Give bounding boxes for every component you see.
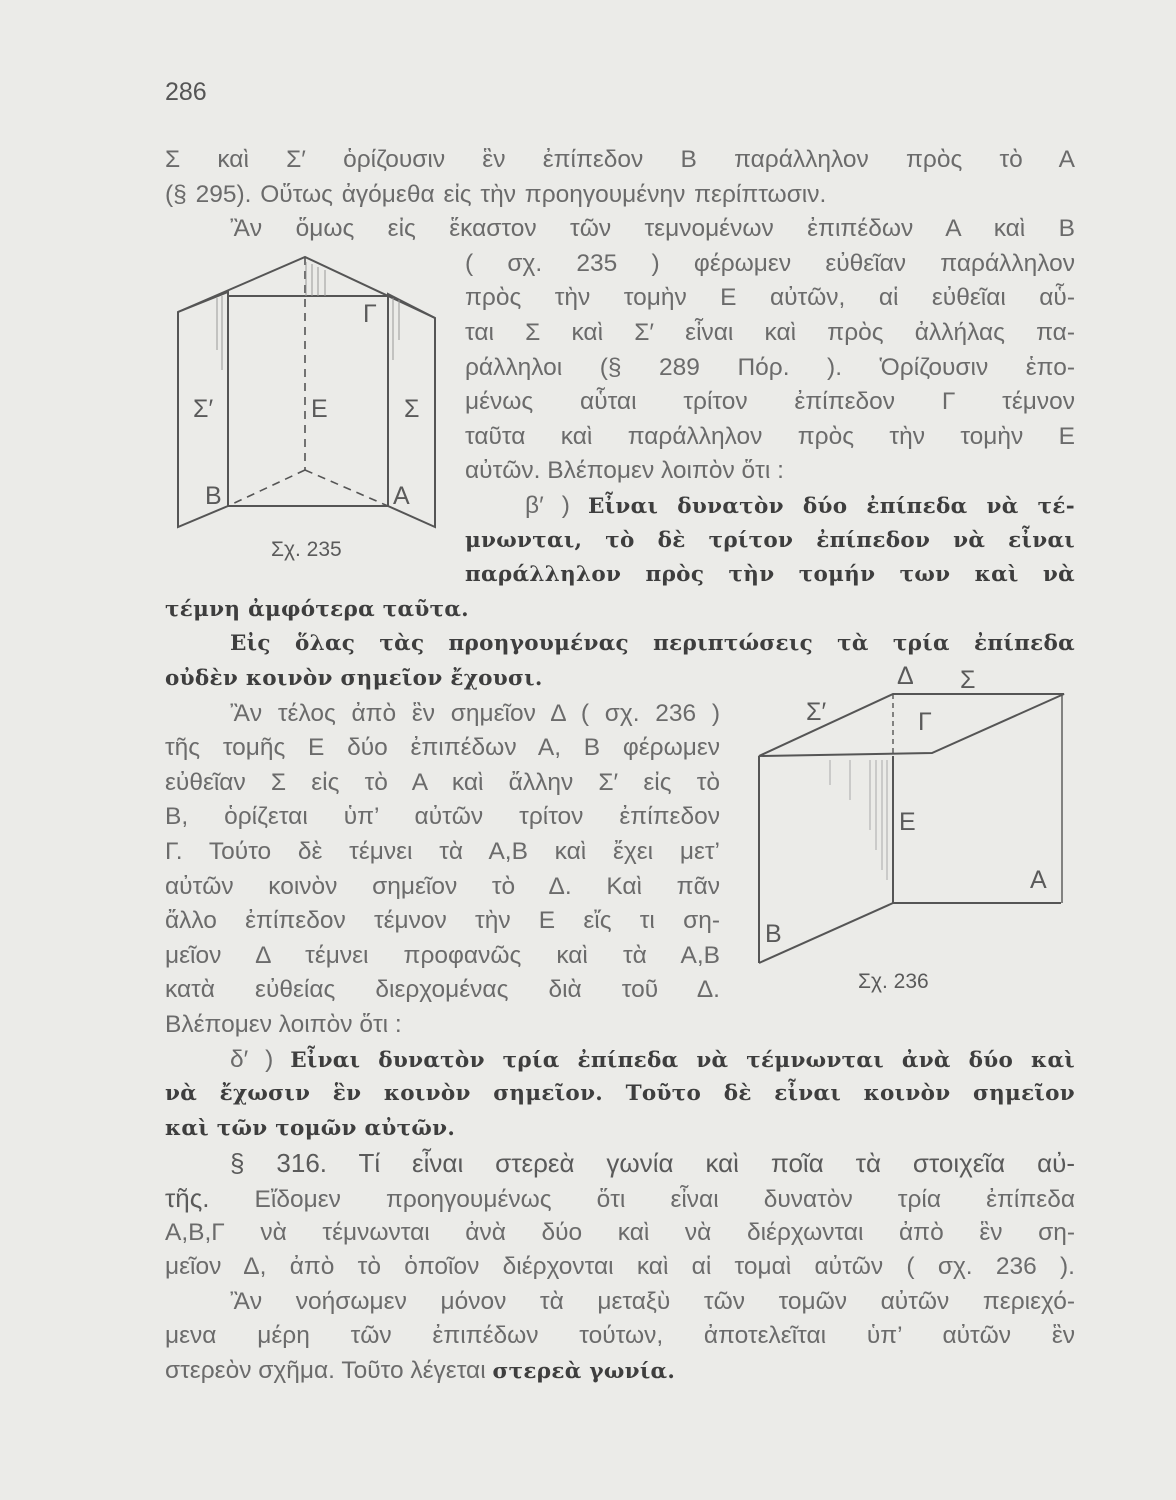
text: κατὰ εὐθείας διερχομένας διὰ τοῦ Δ. [165, 976, 720, 1003]
text: τῆς τομῆς Ε δύο ἐπιπέδων Α, Β φέρωμεν [165, 734, 720, 761]
text: ταῦτα καὶ παράλληλον πρὸς τὴν τομὴν Ε [465, 423, 1075, 450]
label-sigma-prime: Σ′ [806, 698, 827, 726]
text: Ἂν νοήσωμεν μόνον τὰ μεταξὺ τῶν τομῶν αὐτῶν περιεχό- [230, 1288, 1075, 1315]
bold-text: Εἰς ὅλας τὰς προηγουμένας περιπτώσεις τὰ τρία ἐπίπεδα [230, 631, 1075, 656]
label-alpha: Α [393, 482, 410, 510]
label-gamma: Γ [363, 300, 377, 328]
plane-gamma [759, 694, 1064, 756]
bold-text: παράλληλον πρὸς τὴν τομήν των καὶ νὰ [465, 562, 1075, 587]
text: εὐθεῖαν Σ εἰς τὸ Α καὶ ἄλλην Σ′ εἰς τὸ [165, 769, 720, 796]
bold-text: νὰ ἔχωσιν ἓν κοινὸν σημεῖον. Τοῦτο δὲ εἶναι κοινὸν σημεῖον [165, 1081, 1075, 1106]
text: Γ. Τούτο δὲ τέμνει τὰ Α,Β καὶ ἔχει μετ’ [165, 838, 720, 865]
label-sigma: Σ [404, 395, 420, 423]
text: στερεὸν σχῆμα. Τοῦτο λέγεται [165, 1357, 493, 1384]
text: Σ καὶ Σ′ ὁρίζουσιν ἓν ἐπίπεδον Β παράλληλον πρὸς τὸ Α [165, 146, 1075, 173]
text: μεῖον Δ, ἀπὸ τὸ ὁποῖον διέρχονται καὶ αἱ τομαὶ αὐτῶν ( σχ. 236 ). [165, 1253, 1075, 1280]
text: ράλληλοι (§ 289 Πόρ. ). Ὁρίζουσιν ἑπο- [465, 354, 1075, 381]
text: μεῖον Δ τέμνει προφανῶς καὶ τὰ Α,Β [165, 942, 720, 969]
bold-text: μνωνται, τὸ δὲ τρίτον ἐπίπεδον νὰ εἶναι [465, 528, 1075, 553]
text: μένως αὗται τρίτον ἐπίπεδον Γ τέμνον [465, 388, 1075, 415]
text: ται Σ καὶ Σ′ εἶναι καὶ πρὸς ἀλλήλας πα- [465, 319, 1075, 346]
bold-text: Εἶναι δυνατὸν δύο ἐπίπεδα νὰ τέ- [588, 494, 1075, 519]
label-sigma: Σ [960, 666, 976, 694]
text: (§ 295). Οὕτως ἀγόμεθα εἰς τὴν προηγουμένην περίπτωσιν. [165, 181, 827, 208]
label-epsilon: Ε [311, 395, 328, 423]
hatching [830, 760, 887, 880]
bold-text: οὐδὲν κοινὸν σημεῖον ἔχουσι. [165, 666, 543, 691]
heading-text: τῆς. [165, 1183, 210, 1213]
bold-text: Εἶναι δυνατὸν τρία ἐπίπεδα νὰ τέμνωνται ἀνὰ δύο καὶ [290, 1048, 1075, 1073]
text: ἄλλο ἐπίπεδον τέμνον τὴν Ε εἴς τι ση- [165, 907, 720, 934]
text: Β, ὁρίζεται ὑπ’ αὐτῶν τρίτον ἐπίπεδον [165, 803, 720, 830]
text: Ἂν τέλος ἀπὸ ἓν σημεῖον Δ ( σχ. 236 ) [230, 700, 720, 727]
label-beta: Β [205, 482, 222, 510]
text: αὐτῶν κοινὸν σημεῖον τὸ Δ. Καὶ πᾶν [165, 873, 720, 900]
bold-text: καὶ τῶν τομῶν αὐτῶν. [165, 1116, 456, 1141]
text: αὐτῶν. Βλέπομεν λοιπὸν ὅτι : [465, 457, 784, 484]
text: μενα μέρη τῶν ἐπιπέδων τούτων, ἀποτελεῖται ὑπ’ αὐτῶν ἓν [165, 1322, 1075, 1349]
text: ( σχ. 235 ) φέρωμεν εὐθεῖαν παράλληλον [465, 250, 1075, 277]
text: Βλέπομεν λοιπὸν ὅτι : [165, 1011, 402, 1038]
text: β′ ) [525, 492, 589, 519]
label-alpha: Α [1030, 866, 1047, 894]
text: Ἂν ὅμως εἰς ἕκαστον τῶν τεμνομένων ἐπιπέδων Α καὶ Β [230, 215, 1075, 242]
page-number: 286 [165, 78, 207, 106]
label-sigma-prime: Σ′ [193, 395, 214, 423]
text: Α,Β,Γ νὰ τέμνωνται ἀνὰ δύο καὶ νὰ διέρχωνται ἀπὸ ἓν ση- [165, 1219, 1075, 1246]
figure-caption: Σχ. 235 [271, 538, 342, 561]
bold-text: τέμνη ἀμφότερα ταῦτα. [165, 597, 469, 622]
bold-text: στερεὰ γωνία. [492, 1359, 676, 1384]
text: Εἴδομεν προηγουμένως ὅτι εἶναι δυνατὸν τρία ἐπίπεδα [209, 1186, 1075, 1213]
text: πρὸς τὴν τομὴν Ε αὐτῶν, αἱ εὐθεῖαι αὗ- [465, 284, 1075, 311]
label-beta: Β [765, 920, 782, 948]
text: δ′ ) [230, 1046, 291, 1073]
heading-text: § 316. Τί εἶναι στερεὰ γωνία καὶ ποῖα τὰ στοιχεῖα αὐ- [230, 1148, 1075, 1178]
label-gamma: Γ [918, 708, 932, 736]
label-epsilon: Ε [899, 808, 916, 836]
figure-caption: Σχ. 236 [858, 970, 929, 993]
label-delta: Δ [897, 662, 914, 690]
